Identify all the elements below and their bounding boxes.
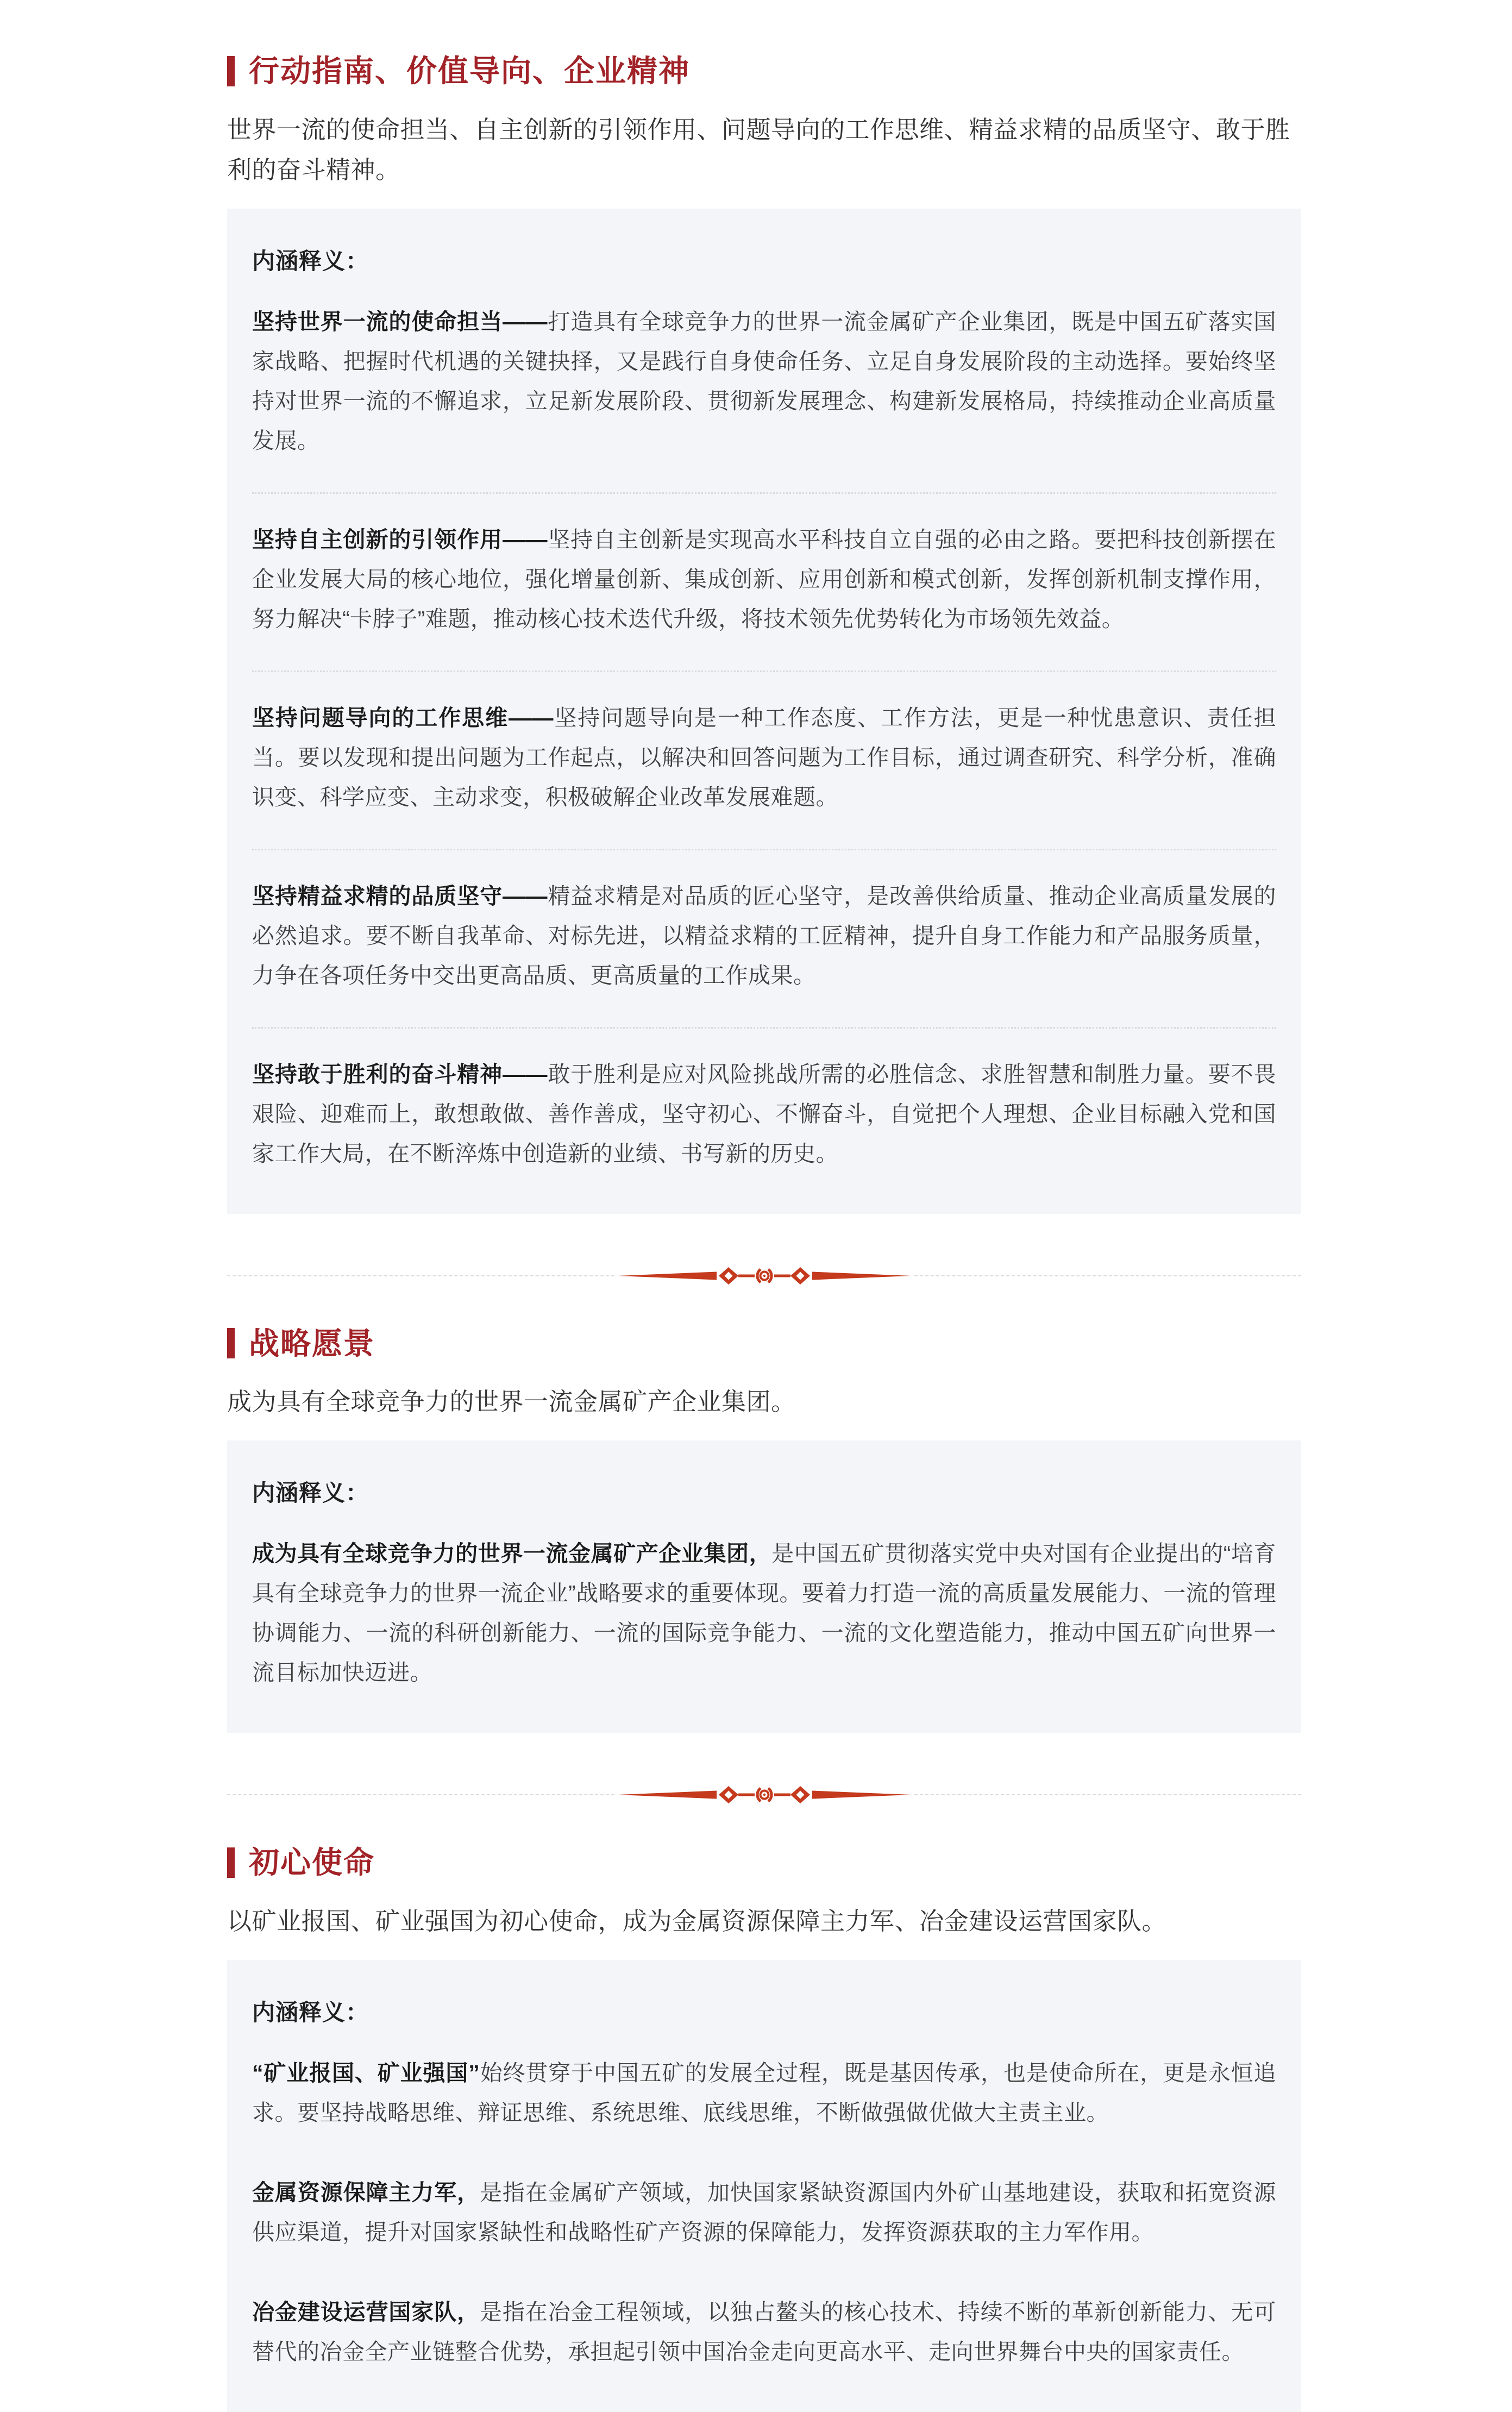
paragraph-lead: 冶金建设运营国家队，: [252, 2299, 480, 2325]
paragraph-lead: 坚持世界一流的使命担当——: [252, 309, 548, 334]
section-divider: [227, 1265, 1301, 1287]
paragraph-lead: “矿业报国、矿业强国”: [252, 2060, 480, 2085]
definition-paragraph: [252, 2053, 1276, 2133]
divider-dashed-line: [914, 1275, 1302, 1276]
paragraph-text: 始终贯穿于中国五矿的发展全过程，既是基因传承，也是使命所在，更是永恒追求。要坚持战略思维、辩证思维、系统思维、底线思维，不断做强做优做大主责主业。: [252, 2060, 1276, 2125]
definition-paragraph: [252, 302, 1276, 461]
paragraph-lead: 坚持问题导向的工作思维——: [252, 705, 554, 730]
section-strategic-vision: [227, 1327, 1301, 1733]
paragraph-text: 打造具有全球竞争力的世界一流金属矿产企业集团，既是中国五矿落实国家战略、把握时代机遇的关键抉择，又是践行自身使命任务、立足自身发展阶段的主动选择。要始终坚持对世界一流的不懈追求，立足新发展阶段、贯彻新发展理念、构建新发展格局，持续推动企业高质量发展。: [252, 309, 1277, 453]
paragraph-separator: [252, 1027, 1276, 1029]
section-title: 初心使命: [249, 1845, 375, 1880]
paragraph-lead: 金属资源保障主力军，: [252, 2179, 480, 2205]
paragraph-text: 敢于胜利是应对风险挑战所需的必胜信念、求胜智慧和制胜力量。要不畏艰险、迎难而上，敢想敢做、善作善成，坚守初心、不懈奋斗，自觉把个人理想、企业目标融入党和国家工作大局，在不断淬炼中创造新的业绩、书写新的历史。: [252, 1061, 1277, 1166]
section-intro: 以矿业报国、矿业强国为初心使命，成为金属资源保障主力军、冶金建设运营国家队。: [227, 1907, 1167, 1935]
section-heading: [227, 1846, 1301, 1880]
definition-paragraph: [252, 1534, 1276, 1693]
divider-dashed-line: [227, 1275, 614, 1276]
paragraph-text: 坚持自主创新是实现高水平科技自立自强的必由之路。要把科技创新摆在企业发展大局的核心地位，强化增量创新、集成创新、应用创新和模式创新，发挥创新机制支撑作用，努力解决“卡脖子”难题，推动核心技术迭代升级，将技术领先优势转化为市场领先效益。: [252, 527, 1277, 631]
paragraph-lead: 坚持自主创新的引领作用——: [252, 527, 548, 552]
divider-ornament-icon: [618, 1265, 911, 1287]
section-title: 行动指南、价值导向、企业精神: [249, 54, 690, 88]
heading-accent-bar: [227, 56, 235, 86]
paragraph-text: 精益求精是对品质的匠心坚守，是改善供给质量、推动企业高质量发展的必然追求。要不断自我革命、对标先进，以精益求精的工匠精神，提升自身工作能力和产品服务质量，力争在各项任务中交出更高品质、更高质量的工作成果。: [252, 883, 1277, 988]
definition-box-label: 内涵释义：: [252, 1480, 369, 1506]
definition-box: [227, 1960, 1301, 2412]
heading-accent-bar: [227, 1847, 235, 1878]
divider-ornament-icon: [618, 1784, 911, 1806]
definition-box-label: 内涵释义：: [252, 248, 369, 274]
paragraph-separator: [252, 671, 1276, 672]
definition-box: [227, 1440, 1301, 1733]
definition-paragraph: [252, 2173, 1276, 2252]
paragraph-lead: 坚持敢于胜利的奋斗精神——: [252, 1061, 548, 1087]
section-heading: [227, 54, 1301, 88]
paragraph-lead: 坚持精益求精的品质坚守——: [252, 883, 548, 909]
paragraph-text: 是指在金属矿产领域，加快国家紧缺资源国内外矿山基地建设，获取和拓宽资源供应渠道，提升对国家紧缺性和战略性矿产资源的保障能力，发挥资源获取的主力军作用。: [252, 2179, 1277, 2245]
definition-paragraph: [252, 520, 1276, 639]
definition-paragraph: [252, 876, 1276, 995]
definition-paragraph: [252, 2292, 1276, 2372]
section-intro: 世界一流的使命担当、自主创新的引领作用、问题导向的工作思维、精益求精的品质坚守、敢于胜利的奋斗精神。: [227, 115, 1290, 184]
section-divider: [227, 1784, 1301, 1806]
paragraph-text: 是指在冶金工程领域，以独占鳌头的核心技术、持续不断的革新创新能力、无可替代的冶金全产业链整合优势，承担起引领中国冶金走向更高水平、走向世界舞台中央的国家责任。: [252, 2299, 1277, 2364]
definition-box-label: 内涵释义：: [252, 1999, 369, 2025]
definition-box: [227, 209, 1301, 1214]
divider-dashed-line: [914, 1794, 1302, 1795]
paragraph-text: 是中国五矿贯彻落实党中央对国有企业提出的“培育具有全球竞争力的世界一流企业”战略要求的重要体现。要着力打造一流的高质量发展能力、一流的管理协调能力、一流的科研创新能力、一流的国际竞争能力、一流的文化塑造能力，推动中国五矿向世界一流目标加快迈进。: [252, 1541, 1277, 1686]
definition-paragraph: [252, 1055, 1276, 1174]
section-action-guide: [227, 54, 1301, 1214]
paragraph-text: 坚持问题导向是一种工作态度、工作方法，更是一种忧患意识、责任担当。要以发现和提出问题为工作起点，以解决和回答问题为工作目标，通过调查研究、科学分析，准确识变、科学应变、主动求变，积极破解企业改革发展难题。: [252, 705, 1276, 810]
content-column: [227, 0, 1301, 2412]
section-title: 战略愿景: [249, 1326, 375, 1361]
paragraph-separator: [252, 492, 1276, 494]
paragraph-separator: [252, 849, 1276, 850]
section-original-mission: [227, 1846, 1301, 2412]
paragraph-lead: 成为具有全球竞争力的世界一流金属矿产企业集团，: [252, 1541, 772, 1567]
section-intro: 成为具有全球竞争力的世界一流金属矿产企业集团。: [227, 1388, 796, 1416]
definition-paragraph: [252, 698, 1276, 817]
section-heading: [227, 1327, 1301, 1361]
divider-dashed-line: [227, 1794, 614, 1795]
heading-accent-bar: [227, 1328, 235, 1358]
